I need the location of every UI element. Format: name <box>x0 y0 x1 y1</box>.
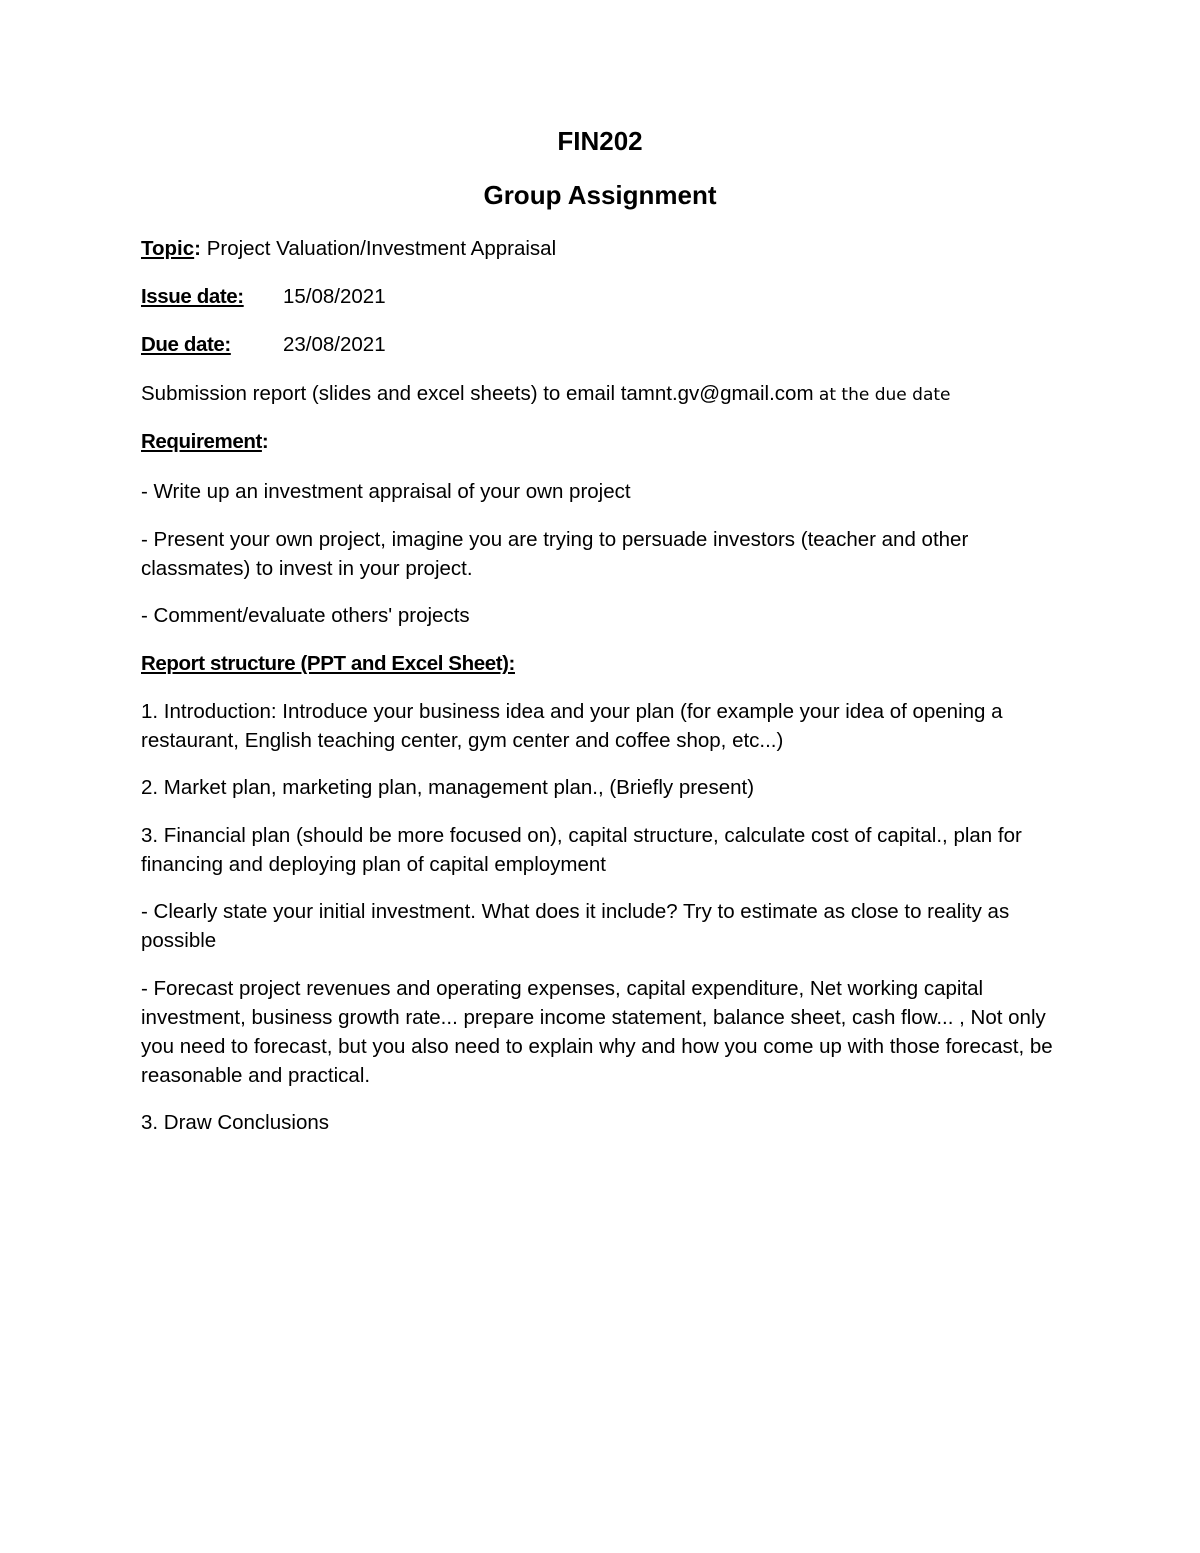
issue-date-line <box>141 282 1061 311</box>
due-date-label: Due date: <box>141 333 231 356</box>
requirement-colon: : <box>261 430 269 453</box>
issue-date-label: Issue date: <box>141 285 244 308</box>
document-title: Group Assignment <box>483 180 717 210</box>
requirement-item: - Comment/evaluate others' projects <box>141 604 470 627</box>
topic-label: Topic <box>141 237 195 260</box>
topic-value: Project Valuation/Investment Appraisal <box>206 237 557 260</box>
submission-line <box>141 379 1061 410</box>
due-date-line <box>141 330 1061 359</box>
report-structure-item: - Clearly state your initial investment. What does it include? Try to estimate as close to reality as possible <box>141 900 1010 952</box>
report-structure-item: - Forecast project revenues and operating expenses, capital expenditure, Net working capital investment, business growth rate... prepare income statement, balance sheet, cash flow... , Not only you need to forecast, but you also need to explain why and how you come up with those forecast, be reasonable and practical. <box>141 977 1053 1087</box>
topic-line <box>141 234 1061 263</box>
due-date-value: 23/08/2021 <box>283 333 386 356</box>
report-structure-heading: Report structure (PPT and Excel Sheet): <box>141 652 515 675</box>
report-structure-item: 3. Financial plan (should be more focused on), capital structure, calculate cost of capital., plan for financing and deploying plan of capital employment <box>141 824 1022 876</box>
requirement-heading-line <box>141 427 1061 456</box>
report-structure-item: 2. Market plan, marketing plan, management plan., (Briefly present) <box>141 776 755 799</box>
submission-suffix: at the due date <box>813 385 951 405</box>
report-structure-item: 3. Draw Conclusions <box>141 1111 329 1134</box>
report-structure-item: 1. Introduction: Introduce your business idea and your plan (for example your idea of opening a restaurant, English teaching center, gym center and coffee shop, etc...) <box>141 700 1003 752</box>
requirement-item: - Present your own project, imagine you are trying to persuade investors (teacher and other classmates) to invest in your project. <box>141 528 969 580</box>
requirement-heading: Requirement <box>141 430 262 453</box>
issue-date-value: 15/08/2021 <box>283 285 386 308</box>
course-code: FIN202 <box>557 126 643 156</box>
requirement-item: - Write up an investment appraisal of your own project <box>141 480 631 503</box>
submission-text: Submission report (slides and excel sheets) to email tamnt.gv@gmail.com <box>141 382 814 405</box>
report-structure-heading-line <box>141 649 1061 678</box>
topic-colon: : <box>194 237 201 260</box>
